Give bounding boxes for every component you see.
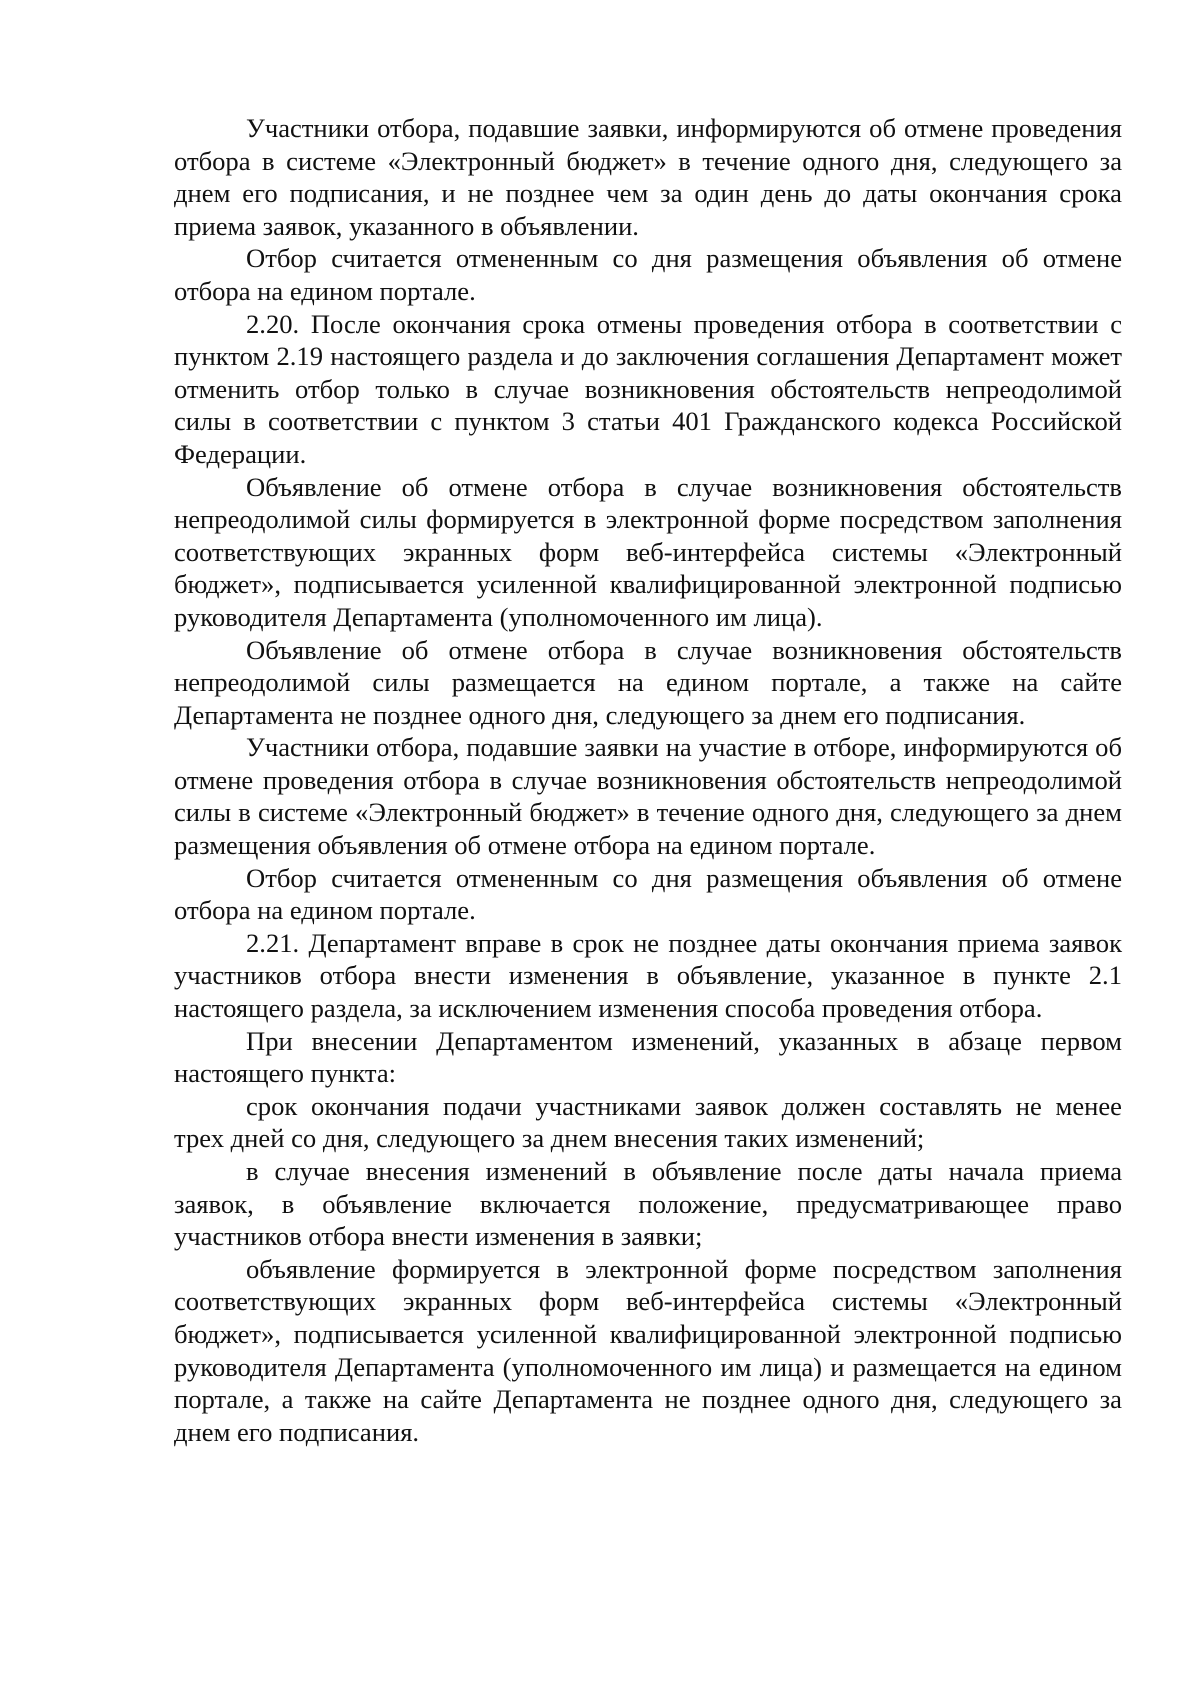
paragraph-clause-2-20: 2.20. После окончания срока отмены проведения отбора в соответствии с пунктом 2.19 настоящего раздела и до заключения соглашения Департамент может отменить отбор только в случае возникновения обстоятельств непреодолимой силы в соответствии с пунктом 3 статьи 401 Гражданского кодекса Российской Федерации.: [174, 308, 1122, 469]
paragraph-force-majeure-participant-notification: Участники отбора, подавшие заявки на участие в отборе, информируются об отмене проведения отбора в случае возникновения обстоятельств непреодолимой силы в системе «Электронный бюджет» в течение одного дня, следующего за днем размещения объявления об отмене отбора на едином портале.: [174, 732, 1122, 861]
paragraph-force-majeure-announcement-placement: Объявление об отмене отбора в случае возникновения обстоятельств непреодолимой силы размещается на едином портале, а также на сайте Департамента не позднее одного дня, следующего за днем его подписания.: [174, 634, 1122, 730]
paragraph-amendment-conditions-intro: При внесении Департаментом изменений, указанных в абзаце первом настоящего пункта:: [174, 1025, 1122, 1089]
document-page: [174, 112, 1122, 1448]
paragraph-force-majeure-cancellation-effective: Отбор считается отмененным со дня размещения объявления об отмене отбора на едином портале.: [174, 862, 1122, 926]
paragraph-amendment-announcement-form: объявление формируется в электронной форме посредством заполнения соответствующих экранных форм веб-интерфейса системы «Электронный бюджет», подписывается усиленной квалифицированной электронной подписью руководителя Департамента (уполномоченного им лица) и размещается на едином портале, а также на сайте Департамента не позднее одного дня, следующего за днем его подписания.: [174, 1253, 1122, 1447]
paragraph-cancellation-effective: Отбор считается отмененным со дня размещения объявления об отмене отбора на едином портале.: [174, 243, 1122, 306]
paragraph-force-majeure-announcement-form: Объявление об отмене отбора в случае возникновения обстоятельств непреодолимой силы формируется в электронной форме посредством заполнения соответствующих экранных форм веб-интерфейса системы «Электронный бюджет», подписывается усиленной квалифицированной электронной подписью руководителя Департамента (уполномоченного им лица).: [174, 471, 1122, 632]
paragraph-notification-participants: Участники отбора, подавшие заявки, информируются об отмене проведения отбора в системе «Электронный бюджет» в течение одного дня, следующего за днем его подписания, и не позднее чем за один день до даты окончания срока приема заявок, указанного в объявлении.: [174, 113, 1122, 241]
paragraph-clause-2-21: 2.21. Департамент вправе в срок не позднее даты окончания приема заявок участников отбора внести изменения в объявление, указанное в пункте 2.1 настоящего раздела, за исключением изменения способа проведения отбора.: [174, 927, 1122, 1024]
paragraph-amendment-right-to-change: в случае внесения изменений в объявление после даты начала приема заявок, в объявление включается положение, предусматривающее право участников отбора внести изменения в заявки;: [174, 1156, 1122, 1252]
paragraph-amendment-deadline: срок окончания подачи участниками заявок должен составлять не менее трех дней со дня, следующего за днем внесения таких изменений;: [174, 1090, 1122, 1154]
